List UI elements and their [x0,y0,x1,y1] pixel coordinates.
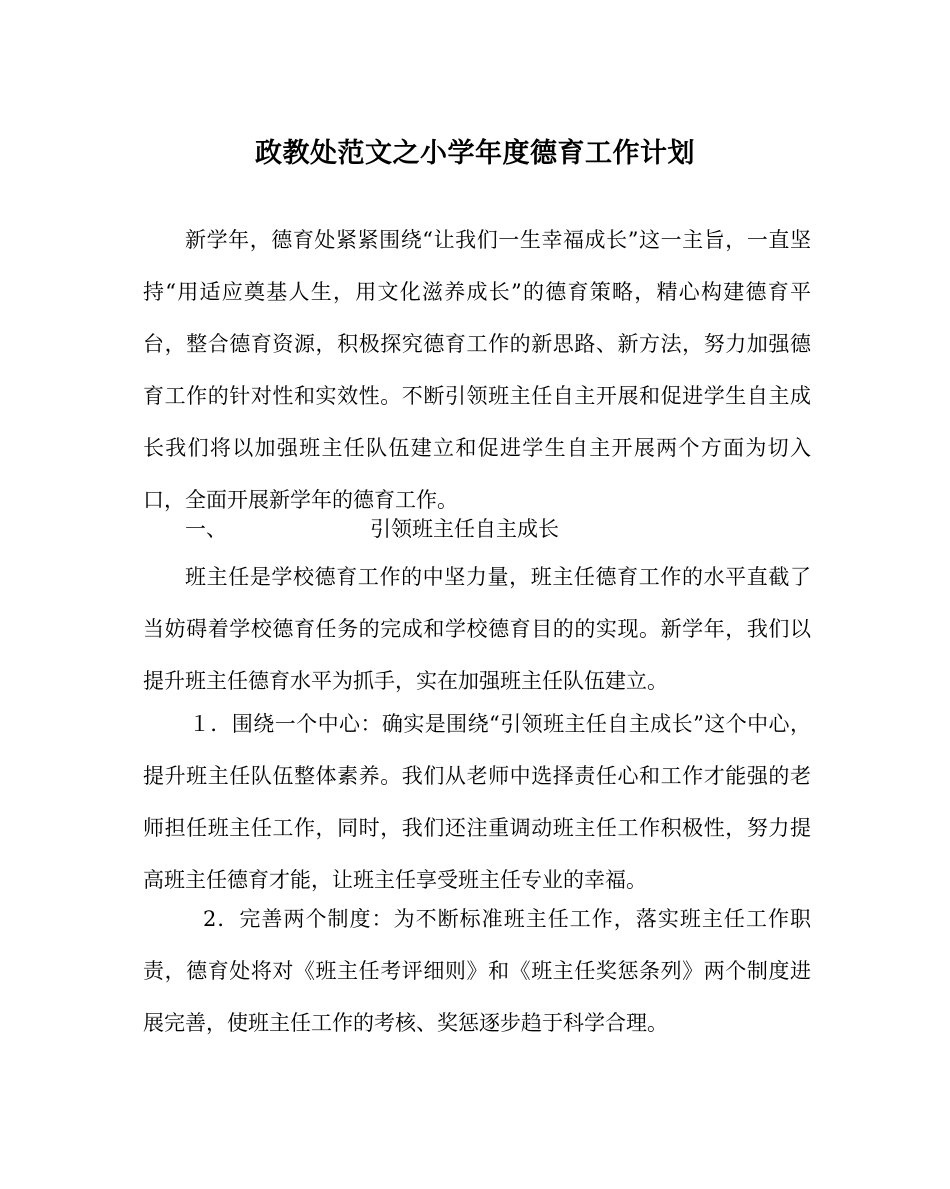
list-item-1: １．围绕一个中心：确实是围绕“引领班主任自主成长”这个中心，提升班主任队伍整体素养。我们从老师中选择责任心和工作才能强的老师担任班主任工作，同时，我们还注重调动班主任工作积极性，努力提高班主任德育才能，让班主任享受班主任专业的幸福。 [143,712,811,892]
list-item-2: 2．完善两个制度：为不断标准班主任工作，落实班主任工作职责，德育处将对《班主任考评细则》和《班主任奖惩条列》两个制度进展完善，使班主任工作的考核、奖惩逐步趋于科学合理。 [143,907,811,1035]
section-heading: 引领班主任自主成长 [370,517,559,541]
section-number: 一、 [185,517,227,541]
intro-paragraph: 新学年，德育处紧紧围绕“让我们一生幸福成长”这一主旨，一直坚持“用适应奠基人生，用文化滋养成长”的德育策略，精心构建德育平台，整合德育资源，积极探究德育工作的新思路、新方法，努力加强德育工作的针对性和实效性。不断引领班主任自主开展和促进学生自主成长我们将以加强班主任队伍建立和促进学生自主开展两个方面为切入口，全面开展新学年的德育工作。 [143,228,811,512]
section-intro-paragraph: 班主任是学校德育工作的中坚力量，班主任德育工作的水平直截了当妨碍着学校德育任务的完成和学校德育目的的实现。新学年，我们以提升班主任德育水平为抓手，实在加强班主任队伍建立。 [143,565,811,693]
document-title: 政教处范文之小学年度德育工作计划 [255,138,695,169]
